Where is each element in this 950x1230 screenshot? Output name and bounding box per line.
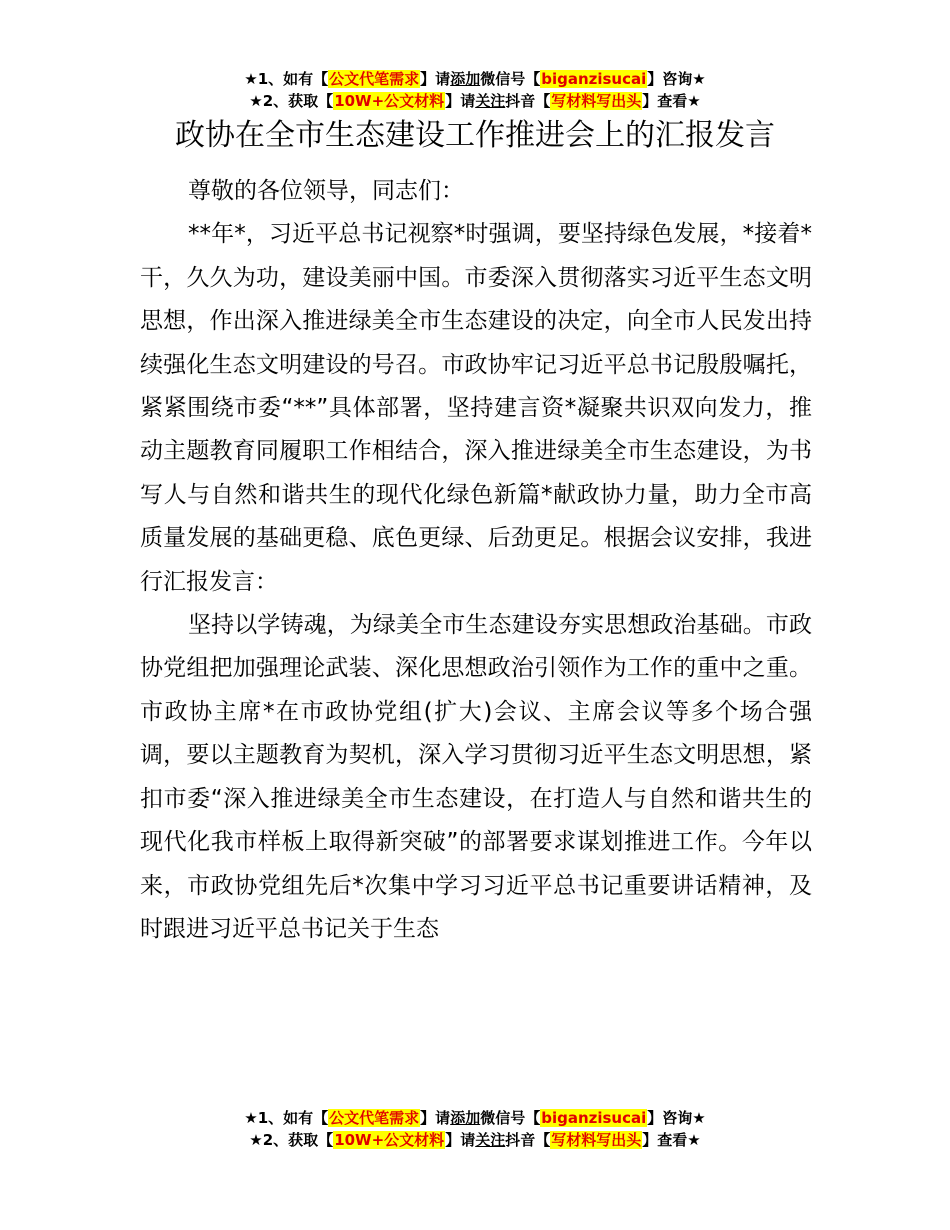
highlight-text: 公文代笔需求 xyxy=(329,1109,420,1127)
underlined-text: 关注 xyxy=(475,92,506,110)
banner-text: 2、获取【 xyxy=(262,92,334,110)
star-icon: ★ xyxy=(249,92,263,110)
underlined-text: 添加 xyxy=(450,1109,481,1127)
banner-line-1 xyxy=(0,68,950,90)
banner-text: 】查看★ xyxy=(642,92,701,110)
document-body xyxy=(140,170,812,951)
banner-text: 2、获取【 xyxy=(262,1131,334,1149)
banner-text: 微信号【 xyxy=(480,1109,541,1127)
highlight-text: 10W+公文材料 xyxy=(334,92,445,110)
douyin-account: 写材料写出头 xyxy=(551,1131,642,1149)
banner-text: 】咨询★ xyxy=(647,70,706,88)
banner-line-2 xyxy=(0,90,950,112)
highlight-text: 10W+公文材料 xyxy=(334,1131,445,1149)
header-banner xyxy=(0,68,950,112)
banner-text: 】咨询★ xyxy=(647,1109,706,1127)
banner-text: 】查看★ xyxy=(642,1131,701,1149)
underlined-text: 添加 xyxy=(450,70,481,88)
paragraph: 坚持以学铸魂，为绿美全市生态建设夯实思想政治基础。市政协党组把加强理论武装、深化思想政治引领作为工作的重中之重。市政协主席*在市政协党组(扩大)会议、主席会议等多个场合强调，要以主题教育为契机，深入学习贯彻习近平生态文明思想，紧扣市委“深入推进绿美全市生态建设，在打造人与自然和谐共生的现代化我市样板上取得新突破”的部署要求谋划推进工作。今年以来，市政协党组先后*次集中学习习近平总书记重要讲话精神，及时跟进习近平总书记关于生态 xyxy=(140,612,812,942)
star-icon: ★ xyxy=(244,1109,258,1127)
wechat-id: biganzisucai xyxy=(541,1109,647,1127)
banner-line-1 xyxy=(0,1107,950,1129)
paragraph: **年*，习近平总书记视察*时强调，要坚持绿色发展，*接着*干，久久为功，建设美丽中国。市委深入贯彻落实习近平生态文明思想，作出深入推进绿美全市生态建设的决定，向全市人民发出持续强化生态文明建设的号召。市政协牢记习近平总书记殷殷嘱托，紧紧围绕市委“**”具体部署，坚持建言资*凝聚共识双向发力，推动主题教育同履职工作相结合，深入推进绿美全市生态建设，为书写人与自然和谐共生的现代化绿色新篇*献政协力量，助力全市高质量发展的基础更稳、底色更绿、后劲更足。根据会议安排，我进行汇报发言： xyxy=(140,221,812,595)
footer-banner xyxy=(0,1107,950,1151)
document-title: 政协在全市生态建设工作推进会上的汇报发言 xyxy=(175,118,775,153)
banner-text: 】请 xyxy=(420,1109,451,1127)
douyin-account: 写材料写出头 xyxy=(551,92,642,110)
banner-text: 】请 xyxy=(420,70,451,88)
banner-text: 抖音【 xyxy=(505,1131,551,1149)
banner-text: 微信号【 xyxy=(480,70,541,88)
banner-text: 1、如有【 xyxy=(257,70,329,88)
banner-text: 抖音【 xyxy=(505,92,551,110)
underlined-text: 关注 xyxy=(475,1131,506,1149)
star-icon: ★ xyxy=(244,70,258,88)
banner-line-2 xyxy=(0,1129,950,1151)
star-icon: ★ xyxy=(249,1131,263,1149)
banner-text: 】请 xyxy=(445,1131,476,1149)
salutation: 尊敬的各位领导，同志们： xyxy=(188,178,464,204)
highlight-text: 公文代笔需求 xyxy=(329,70,420,88)
wechat-id: biganzisucai xyxy=(541,70,647,88)
banner-text: 1、如有【 xyxy=(257,1109,329,1127)
banner-text: 】请 xyxy=(445,92,476,110)
